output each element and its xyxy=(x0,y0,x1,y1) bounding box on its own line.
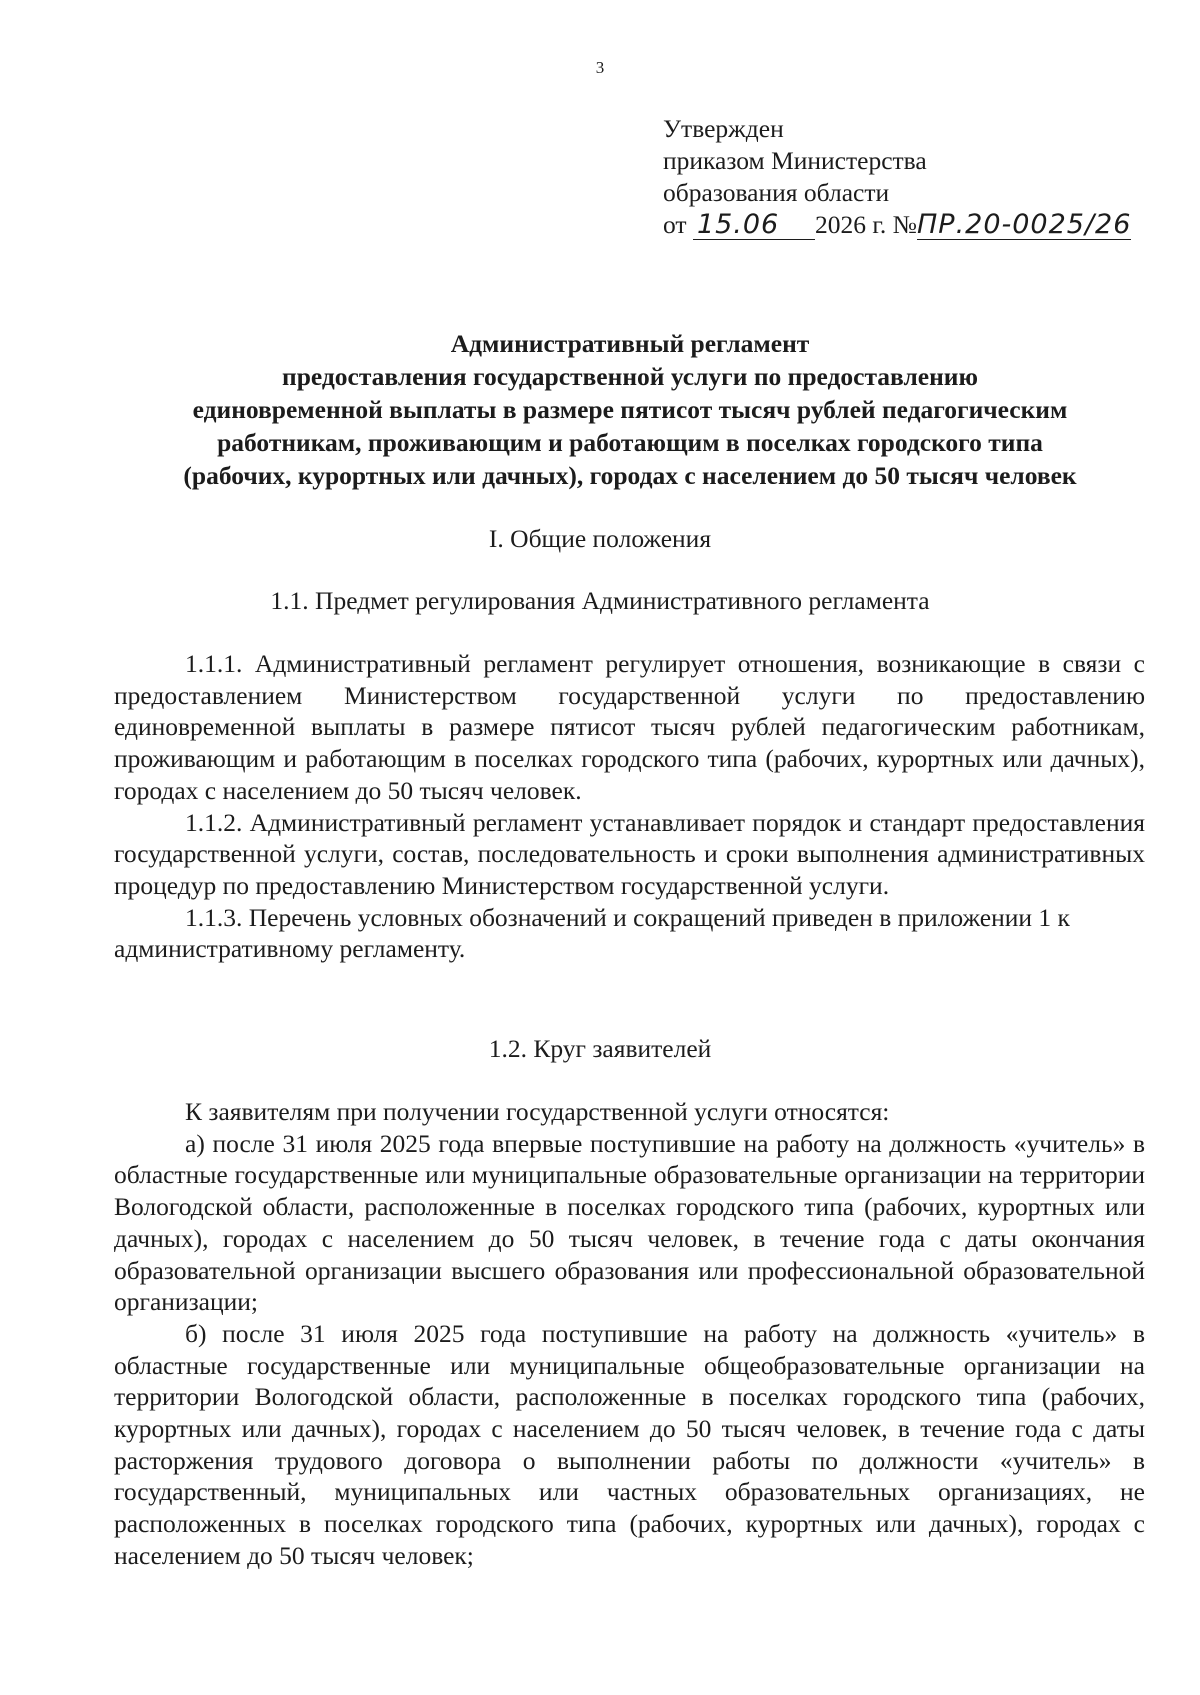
approval-line-2: приказом Министерства xyxy=(663,146,927,175)
order-year: 2026 г. № xyxy=(814,210,917,239)
paragraph-item-a: а) после 31 июля 2025 года впервые поступившие на работу на должность «учитель» в областные государственные или муниципальные образовательные организации на территории Вологодской области, расположенные в поселках городского типа (рабочих, курортных или дачных), городах с населением до 50 тысяч человек, в течение года с даты окончания образовательной организации высшего образования или профессиональной образовательной организации; xyxy=(114,1128,1145,1317)
body-text-block-2 xyxy=(114,1096,1145,1572)
title-line-1: Административный регламент xyxy=(450,329,810,358)
paragraph-applicants-intro: К заявителям при получении государственной услуги относятся: xyxy=(185,1097,890,1126)
body-text-block-1 xyxy=(114,648,1145,965)
approval-line-1: Утвержден xyxy=(663,114,784,143)
paragraph-1-1-2: 1.1.2. Административный регламент устанавливает порядок и стандарт предоставления государственной услуги, состав, последовательность и сроки выполнения административных процедур по предоставлению Министерством государственной услуги. xyxy=(114,807,1145,900)
subsection-heading-1-2: 1.2. Круг заявителей xyxy=(488,1034,712,1063)
handwritten-order-number: ПР.20-0025/26 xyxy=(916,209,1132,240)
subsection-heading-1-1: 1.1. Предмет регулирования Административного регламента xyxy=(270,586,930,615)
title-line-3: единовременной выплаты в размере пятисот тысяч рублей педагогическим xyxy=(192,395,1068,424)
page-number: 3 xyxy=(595,58,605,77)
paragraph-item-b: б) после 31 июля 2025 года поступившие на работу на должность «учитель» в областные государственные или муниципальные общеобразовательные организации на территории Вологодской области, расположенные в поселках городского типа (рабочих, курортных или дачных), городах с населением до 50 тысяч человек, в течение года с даты расторжения трудового договора о выполнении работы по должности «учитель» в государственный, муниципальных или частных образовательных организациях, не расположенных в поселках городского типа (рабочих, курортных или дачных), городах с населением до 50 тысяч человек; xyxy=(114,1318,1145,1570)
paragraph-1-1-3: 1.1.3. Перечень условных обозначений и сокращений приведен в приложении 1 к административному регламенту. xyxy=(114,902,1070,964)
date-prefix: от xyxy=(663,210,687,239)
paragraph-1-1-1: 1.1.1. Административный регламент регулирует отношения, возникающие в связи с предоставлением Министерством государственной услуги по предоставлению единовременной выплаты в размере пятисот тысяч рублей педагогическим работникам, проживающим и работающим в поселках городского типа (рабочих, курортных или дачных), городах с населением до 50 тысяч человек. xyxy=(114,649,1145,805)
title-line-4: работникам, проживающим и работающим в поселках городского типа xyxy=(217,428,1043,457)
approval-date-row xyxy=(663,209,1131,241)
approval-stamp-block xyxy=(663,113,1131,241)
section-heading: I. Общие положения xyxy=(488,524,712,553)
document-title xyxy=(100,327,1160,492)
handwritten-date: 15.06 xyxy=(693,211,815,240)
title-line-5: (рабочих, курортных или дачных), городах с населением до 50 тысяч человек xyxy=(183,461,1077,490)
approval-line-3: образования области xyxy=(663,178,890,207)
title-line-2: предоставления государственной услуги по предоставлению xyxy=(282,362,978,391)
